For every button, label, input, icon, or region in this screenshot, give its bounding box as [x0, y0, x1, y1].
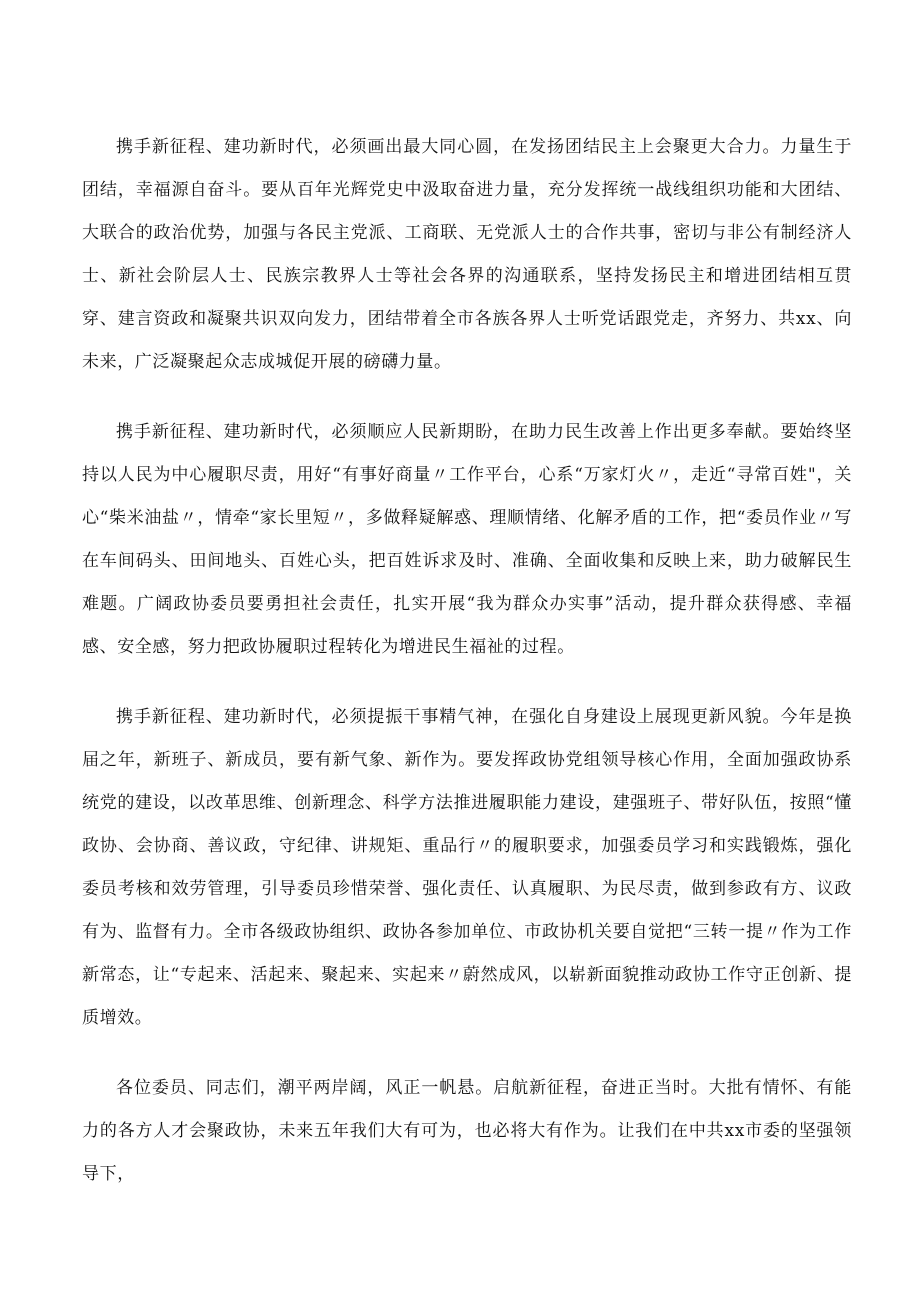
paragraph-1: 携手新征程、建功新时代，必须画出最大同心圆，在发扬团结民主上会聚更大合力。力量生于团结，幸福源自奋斗。要从百年光辉党史中汲取奋进力量，充分发挥统一战线组织功能和大团结、大联合的政治优势，加强与各民主党派、工商联、无党派人士的合作共事，密切与非公有制经济人士、新社会阶层人士、民族宗教界人士等社会各界的沟通联系，坚持发扬民主和增进团结相互贯穿、建言资政和凝聚共识双向发力，团结带着全市各族各界人士听党话跟党走，齐努力、共xx、向未来，广泛凝聚起众志成城促开展的磅礴力量。 — [82, 137, 852, 372]
paragraph-3: 携手新征程、建功新时代，必须提振干事精气神，在强化自身建设上展现更新风貌。今年是换届之年，新班子、新成员，要有新气象、新作为。要发挥政协党组领导核心作用，全面加强政协系统党的建设，以改革思维、创新理念、科学方法推进履职能力建设，建强班子、带好队伍，按照“懂政协、会协商、善议政，守纪律、讲规矩、重品行〃的履职要求，加强委员学习和实践锻炼，强化委员考核和效劳管理，引导委员珍惜荣誉、强化责任、认真履职、为民尽责，做到参政有方、议政有为、监督有力。全市各级政协组织、政协各参加单位、市政协机关要自觉把“三转一提〃作为工作新常态，让“专起来、活起来、聚起来、实起来〃蔚然成风，以崭新面貌推动政协工作守正创新、提质增效。 — [82, 707, 852, 1028]
paragraph-2: 携手新征程、建功新时代，必须顺应人民新期盼，在助力民生改善上作出更多奉献。要始终坚持以人民为中心履职尽责，用好“有事好商量〃工作平台，心系“万家灯火〃，走近“寻常百姓"，关心“柴米油盐〃，情牵“家长里短〃，多做释疑解惑、理顺情绪、化解矛盾的工作，把“委员作业〃写在车间码头、田间地头、百姓心头，把百姓诉求及时、准确、全面收集和反映上来，助力破解民生难题。广阔政协委员要勇担社会责任，扎实开展“我为群众办实事”活动，提升群众获得感、幸福感、安全感，努力把政协履职过程转化为增进民生福祉的过程。 — [82, 422, 852, 657]
document-body — [82, 126, 852, 1223]
paragraph-4: 各位委员、同志们，潮平两岸阔，风正一帆悬。启航新征程，奋进正当时。大批有情怀、有能力的各方人才会聚政协，未来五年我们大有可为，也必将大有作为。让我们在中共xx市委的坚强领导下， — [82, 1078, 852, 1184]
